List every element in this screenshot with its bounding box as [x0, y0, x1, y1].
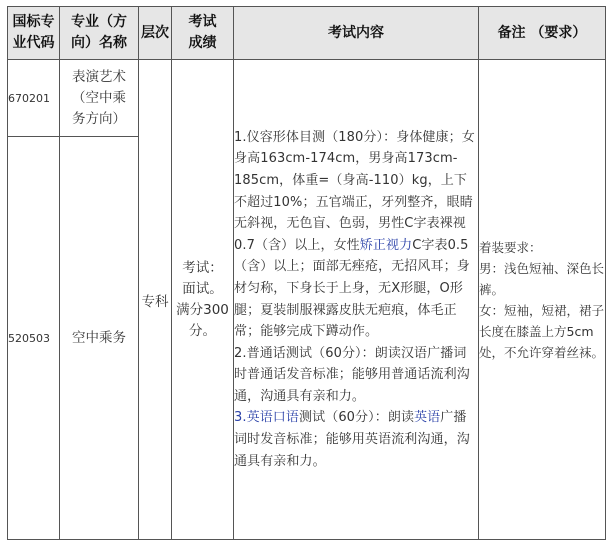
remarks-female: 女：短袖，短裙，裙子长度在膝盖上方5cm处，不允许穿着丝袜。: [479, 302, 605, 360]
header-major-code: [8, 7, 60, 60]
major-name-cell: 空中乘务: [60, 137, 139, 540]
oral-english-link[interactable]: 3.英语口语: [234, 410, 300, 426]
major-name-line: 表演艺术: [72, 68, 126, 85]
score-cell: [172, 60, 234, 540]
remarks-cell: [479, 60, 606, 540]
header-remarks: 备注 （要求）: [479, 7, 606, 60]
header-score-line1: 考试: [188, 14, 217, 30]
header-row: [8, 7, 606, 60]
score-line: 面试。: [182, 280, 223, 297]
score-line: 考试：: [182, 259, 223, 276]
remarks-male: 男：浅色短袖、深色长裤。: [479, 260, 605, 297]
major-code-cell: 670201: [8, 60, 60, 137]
major-name-line: 务方向）: [72, 110, 126, 127]
header-score: [172, 7, 234, 60]
content-text: 1.仪容形体目测（180分）：身体健康；女身高163cm-174cm，男身高173cm-185cm，体重=（身高-110）kg，上下不超过10%；五官端正，牙列整齐，眼睛无斜视，无色盲、色弱，男性C字表裸视0.7（含）以上，女性: [234, 129, 475, 253]
content-item-mandarin: 2.普通话测试（60分）：朗读汉语广播词时普通话发音标准；能够用普通话流利沟通，沟通具有亲和力。: [234, 345, 470, 404]
exam-requirements-table: [7, 6, 606, 540]
major-name-line: （空中乘: [72, 89, 126, 106]
content-item-appearance: [234, 127, 478, 343]
header-level: 层次: [139, 7, 172, 60]
content-text: C字表0.5（含）以上；面部无痤疮，无招风耳；身材匀称，下身长于上身，无X形腿，O形腿；夏装制服裸露皮肤无疤痕，体毛正常；能够完成下蹲动作。: [234, 237, 470, 340]
header-exam-content: 考试内容: [234, 7, 479, 60]
remarks-title: 着装要求：: [479, 239, 542, 255]
corrected-vision-link[interactable]: 矫正视力: [359, 237, 413, 253]
header-major-name-line2: 向）名称: [71, 35, 127, 51]
header-major-code-line1: 国标专: [12, 14, 55, 30]
score-line: 分。: [189, 322, 216, 339]
content-item-english: [234, 407, 478, 472]
major-code-cell: 520503: [8, 137, 60, 540]
score-line: 满分300: [176, 301, 229, 318]
table-row: [8, 60, 606, 137]
header-major-name-line1: 专业（方: [71, 14, 127, 30]
header-major-code-line2: 业代码: [12, 35, 55, 51]
english-link[interactable]: 英语: [414, 410, 441, 426]
content-text: 广播词时发音标准；能够用英语流利沟通，沟通具有亲和力。: [234, 410, 470, 469]
major-name-cell: [60, 60, 139, 137]
content-text: 测试（60分）：朗读: [299, 410, 415, 426]
header-major-name: [60, 7, 139, 60]
exam-content-cell: [234, 60, 479, 540]
admission-table-container: [7, 6, 605, 539]
level-cell: 专科: [139, 60, 172, 540]
header-score-line2: 成绩: [188, 35, 217, 51]
